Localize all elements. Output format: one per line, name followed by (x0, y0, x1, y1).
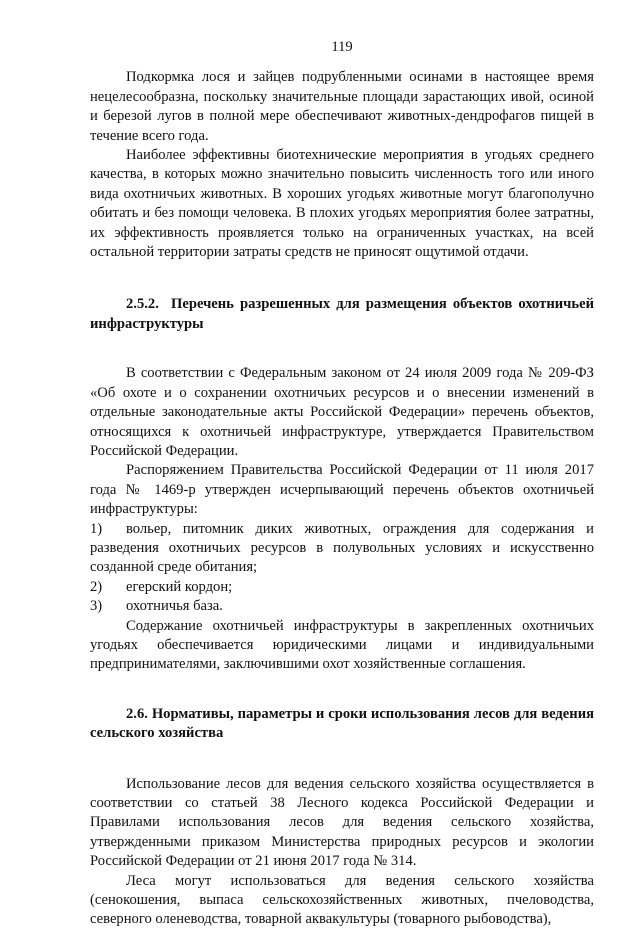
paragraph-agriculture-use: Использование лесов для ведения сельского хозяйства осуществляется в соответствии со статьей 38 Лесного кодекса Российской Федерации и Правилами использования лесов для ведения сельского хозяйства, утвержденными приказом Министерства природных ресурсов и экологии Российской Федерации от 21 июня 2017 года № 314. (90, 775, 594, 870)
paragraph-federal-law: В соответствии с Федеральным законом от 24 июля 2009 года № 209-ФЗ «Об охоте и о сохранении охотничьих ресурсов и о внесении изменений в отдельные законодательные акты Российской Федерации» перечень объектов, относящихся к охотничьей инфраструктуре, утверждается Правительством Российской Федерации. (90, 365, 594, 459)
paragraph-browse-feeding: Подкормка лося и зайцев подрубленными осинами в настоящее время нецелесообразна, поскольку значительные площади зарастающих ивой, осиной и березой лугов в полной мере обеспечивают животных-дендрофагов пищей в течение всего года. (90, 69, 594, 144)
paragraph-biotech-measures: Наиболее эффективны биотехнические мероприятия в угодьях среднего качества, в которых можно значительно повысить численность того или иного вида охотничьих животных. В хороших угодьях животные могут благополучно обитать и без помощи человека. В плохих угодьях мероприятия более затратны, их эффективность проявляется только на ограниченных участках, на всей остальной территории затраты средств не приносят ощутимой отдачи. (90, 147, 594, 261)
paragraph-forest-uses: Леса могут использоваться для ведения сельского хозяйства (сенокошения, выпаса сельскохозяйственных животных, пчеловодства, северного оленеводства, товарной аквакультуры (товарного рыбоводства), (90, 872, 594, 928)
section-heading-2-6: 2.6. Нормативы, параметры и сроки использования лесов для ведения сельского хозяйства (90, 705, 594, 742)
list-item-text: егерский кордон; (126, 578, 233, 595)
list-item (90, 520, 594, 578)
list-item-text: вольер, питомник диких животных, ограждения для содержания и разведения охотничьих ресурсов в полувольных условиях и искусственно созданной среде обитания; (90, 520, 594, 576)
paragraph-infrastructure-maintenance: Содержание охотничьей инфраструктуры в закрепленных охотничьих угодьях обеспечивается юридическими лицами и индивидуальными предпринимателями, заключившими охот хозяйственные соглашения. (90, 617, 594, 673)
list-item-number: 1) (90, 520, 103, 537)
list-item (90, 597, 594, 616)
list-item-number: 3) (90, 598, 103, 615)
list-item-text: охотничья база. (126, 598, 223, 615)
list-item (90, 578, 594, 597)
page-number: 119 (331, 39, 353, 55)
list-item-number: 2) (90, 578, 103, 595)
section-heading-2-5-2: 2.5.2. Перечень разрешенных для размещения объектов охотничьей инфраструктуры (90, 296, 594, 332)
paragraph-government-order: Распоряжением Правительства Российской Федерации от 11 июля 2017 года № 1469-р утвержден исчерпывающий перечень объектов охотничьей инфраструктуры: (90, 462, 594, 518)
